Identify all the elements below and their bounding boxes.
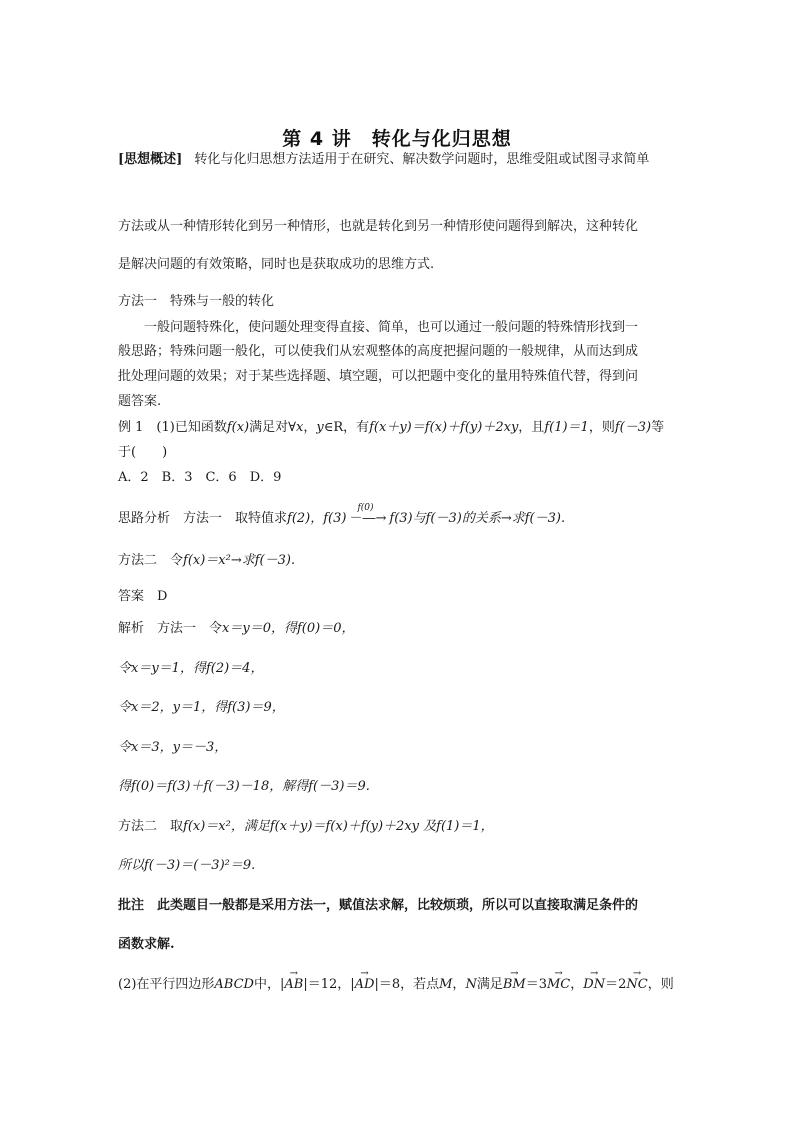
part2-text: 满足 (476, 977, 503, 992)
part2-text: ， (570, 977, 584, 992)
solution-line-5: 得f(0)＝f(3)＋f(－3)－18，解得f(－3)＝9. (118, 779, 370, 794)
comma: ， (303, 420, 317, 435)
point-n: N (465, 977, 477, 992)
analysis-values: f(2)，f(3) (287, 511, 347, 526)
example1-text: 等 (651, 420, 665, 435)
solution-line-3: 令x＝2，y＝1，得f(3)＝9， (118, 700, 285, 715)
vector-nc: → NC (626, 976, 647, 994)
comma: ， (452, 977, 466, 992)
part2-text: (2)在平行四边形 (118, 977, 215, 992)
solution-text: x＝y＝0，得f(0)＝0， (222, 621, 355, 636)
part2-text: ＝3 (525, 977, 547, 992)
solution-line-2: 令x＝y＝1，得f(2)＝4， (118, 661, 264, 676)
example1-text: ，且 (518, 420, 545, 435)
analysis-line-2 (118, 552, 295, 570)
example1-text: 满足对∀ (249, 420, 296, 435)
example1-line-1 (118, 419, 664, 437)
example1-text: ，则 (588, 420, 615, 435)
answer: 答案 D (118, 589, 168, 604)
overview-label: [思想概述] (118, 152, 183, 167)
analysis-method2-text: f(x)＝x²→求f(－3). (183, 553, 296, 568)
condition-f1: f(1)＝1 (544, 420, 589, 435)
method1-paragraph-line-1: 一般问题特殊化，使问题处理变得直接、简单，也可以通过一般问题的特殊情形找到一 (144, 320, 639, 335)
labeled-arrow-icon: － f(0) ―→ (349, 510, 386, 528)
solution-line-1 (118, 620, 354, 638)
example1-text: ∈R，有 (323, 420, 370, 435)
solution-method2-label: 方法二 取 (118, 819, 184, 834)
solution-line-7: 所以f(－3)＝(－3)²＝9. (118, 858, 256, 873)
example1-label: 例 1 (1)已知函数 (118, 420, 227, 435)
var-x: x (295, 420, 304, 435)
method1-heading: 方法一 特殊与一般的转化 (118, 294, 275, 309)
overview-line-2: 方法或从一种情形转化到另一种情形，也就是转化到另一种情形使问题得到解决，这种转化 (118, 219, 639, 234)
part2-text: |＝8，若点 (374, 977, 440, 992)
vector-ab: → AB (284, 976, 303, 994)
part2-text: ，则 (647, 977, 674, 992)
arrow-label: f(0) (357, 503, 374, 513)
part2-line-1 (118, 976, 674, 994)
analysis-text: 思路分析 方法一 取特值求 (118, 511, 288, 526)
vector-ad: → AD (355, 976, 375, 994)
note-line-1: 批注 此类题目一般都是采用方法一，赋值法求解，比较烦琐，所以可以直接取满足条件的 (118, 898, 639, 913)
analysis-line-1 (118, 503, 566, 528)
example1-options: A．2 B．3 C．6 D．9 (118, 470, 282, 485)
point-m: M (439, 977, 453, 992)
page-title: 第 4 讲 转化与化归思想 (282, 128, 512, 150)
solution-line-6 (118, 818, 494, 836)
method1-paragraph-line-3: 批处理问题的效果；对于某些选择题、填空题，可以把题中变化的量用特殊值代替，得到问 (118, 369, 639, 384)
var-y: y (316, 420, 324, 435)
example1-function: f(x) (226, 420, 250, 435)
note-line-2: 函数求解. (118, 937, 175, 952)
method1-paragraph-line-4: 题答案. (118, 394, 162, 409)
part2-text: 中，| (253, 977, 285, 992)
part2-text: |＝12，| (303, 977, 355, 992)
example1-line-2: 于( ) (118, 445, 168, 460)
overview-line-3: 是解决问题的有效策略，同时也是获取成功的思维方式. (118, 257, 435, 272)
solution-label: 解析 方法一 令 (118, 621, 223, 636)
functional-equation: f(x＋y)＝f(x)＋f(y)＋2xy (369, 420, 519, 435)
analysis-conclusion: f(3)与f(－3)的关系→求f(－3). (389, 511, 566, 526)
vector-bm: → BM (503, 976, 526, 994)
parallelogram-name: ABCD (214, 977, 254, 992)
analysis-method2-label: 方法二 令 (118, 553, 184, 568)
overview-line-1 (118, 151, 649, 169)
vector-mc: → MC (547, 976, 570, 994)
overview-text-1: 转化与化归思想方法适用于在研究、解决数学问题时，思维受阻或试图寻求简单 (194, 152, 650, 167)
solution-line-4: 令x＝3，y＝－3， (118, 740, 228, 755)
part2-text: ＝2 (605, 977, 627, 992)
target-f-neg3: f(－3) (614, 420, 652, 435)
method1-paragraph-line-2: 般思路；特殊问题一般化，可以使我们从宏观整体的高度把握问题的一般规律，从而达到成 (118, 344, 639, 359)
vector-dn: → DN (583, 976, 605, 994)
solution-method2-text: f(x)＝x²，满足f(x＋y)＝f(x)＋f(y)＋2xy 及f(1)＝1， (183, 819, 494, 834)
